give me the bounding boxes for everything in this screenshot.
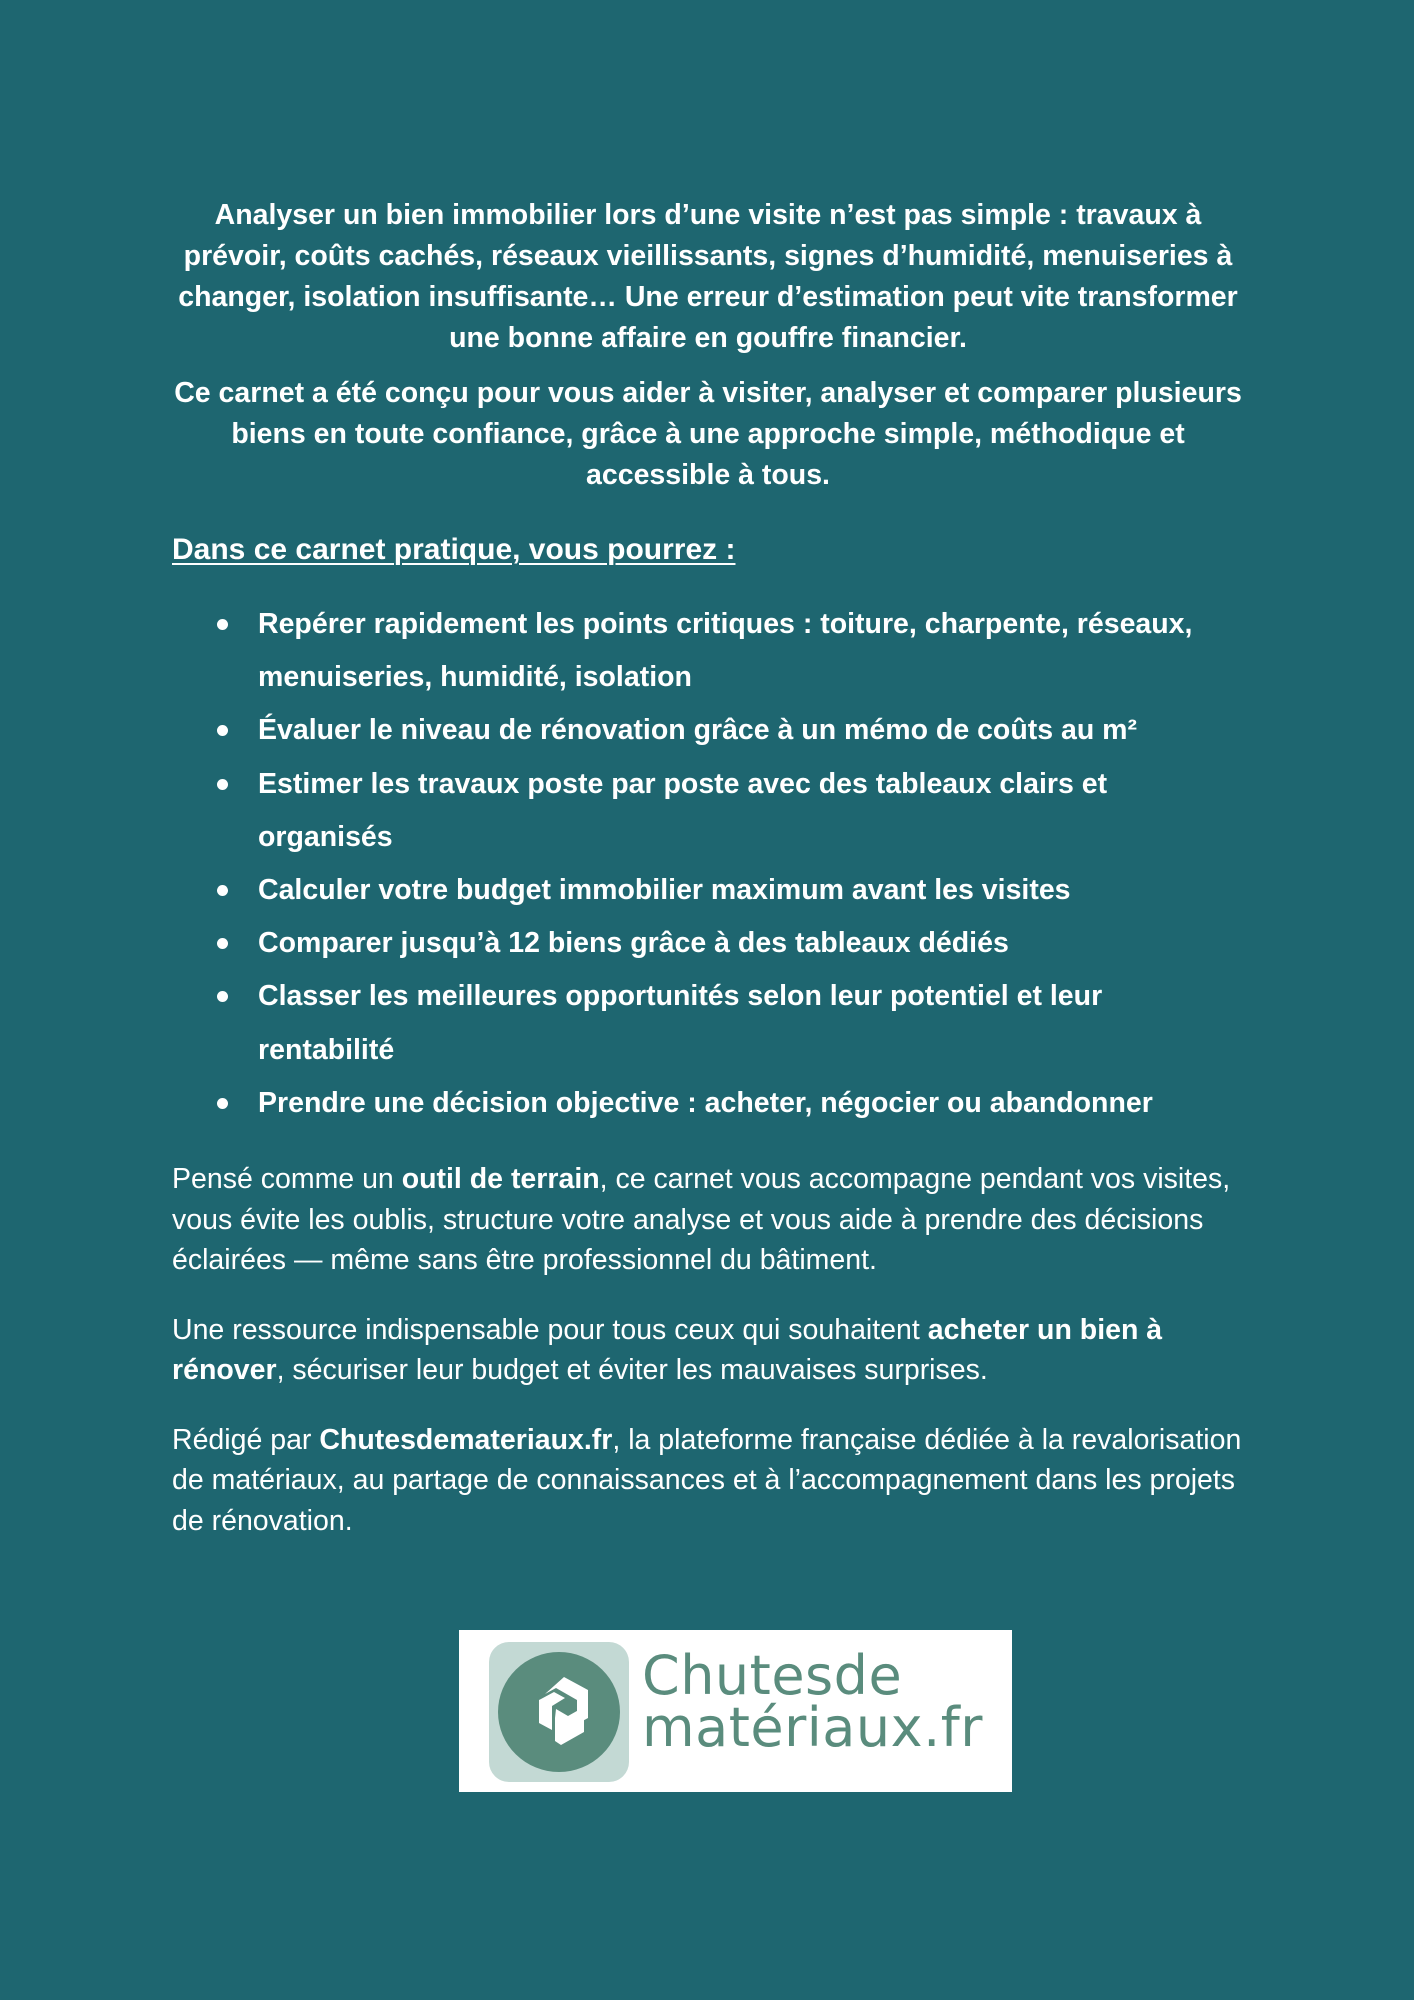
emphasis-text: acheter un bien à rénover [172, 1313, 1163, 1387]
text-run: , ce carnet vous accompagne pendant vos visites, vous évite les oublis, structure votre analyse et vous aide à prendre des décisions éclairées — même sans être professionnel du bâtiment. [172, 1163, 1231, 1277]
text-run: Rédigé par [172, 1423, 320, 1456]
feature-text: Repérer rapidement les points critiques : toiture, charpente, réseaux, menuiseries, humidité, isolation [258, 608, 1193, 694]
feature-text: Évaluer le niveau de rénovation grâce à un mémo de coûts au m² [258, 714, 1138, 747]
publisher-logo [459, 1630, 1012, 1792]
bullet-icon [217, 938, 228, 949]
intro-paragraph-1: Analyser un bien immobilier lors d’une visite n’est pas simple : travaux à prévoir, coûts cachés, réseaux vieillissants, signes d’humidité, menuiseries à changer, isolation insuffisante… Une erreur d’estimation peut vite transformer une bonne affaire en gouffre financier. [178, 199, 1238, 354]
text-run: Pensé comme un [172, 1163, 402, 1196]
emphasis-text: outil de terrain [401, 1163, 600, 1196]
text-run: , sécuriser leur budget et éviter les mauvaises surprises. [276, 1354, 988, 1387]
feature-text: Comparer jusqu’à 12 biens grâce à des tableaux dédiés [258, 927, 1009, 960]
field-tool-paragraph [172, 1159, 1244, 1281]
logo-line-2: matériaux.fr [642, 1696, 983, 1759]
logo-icon-background [489, 1642, 629, 1782]
text-run: Une ressource indispensable pour tous ceux qui souhaitent [172, 1313, 928, 1346]
feature-item [172, 917, 1244, 970]
feature-item [172, 704, 1244, 757]
bullet-icon [217, 779, 228, 790]
feature-text: Prendre une décision objective : acheter, négocier ou abandonner [258, 1086, 1153, 1119]
feature-item [172, 598, 1244, 704]
feature-item [172, 864, 1244, 917]
author-paragraph [172, 1420, 1244, 1542]
feature-item [172, 1077, 1244, 1130]
bullet-icon [217, 725, 228, 736]
features-list [172, 598, 1244, 1130]
feature-item [172, 970, 1244, 1076]
feature-text: Estimer les travaux poste par poste avec des tableaux clairs et organisés [258, 767, 1108, 853]
intro-paragraph-2: Ce carnet a été conçu pour vous aider à visiter, analyser et comparer plusieurs biens en toute confiance, grâce à une approche simple, méthodique et accessible à tous. [174, 377, 1242, 491]
text-run: , la plateforme française dédiée à la revalorisation de matériaux, au partage de connaissances et à l’accompagnement dans les projets de rénovation. [172, 1423, 1242, 1537]
bullet-icon [217, 991, 228, 1002]
back-cover-content [172, 195, 1244, 1541]
logo-wordmark [642, 1644, 983, 1759]
resource-paragraph [172, 1310, 1244, 1391]
features-heading: Dans ce carnet pratique, vous pourrez : [172, 533, 736, 566]
feature-item [172, 758, 1244, 864]
bullet-icon [217, 619, 228, 630]
bullet-icon [217, 885, 228, 896]
logo-line-1: Chutesde [642, 1644, 903, 1707]
bullet-icon [217, 1098, 228, 1109]
publisher-name: Chutesdemateriaux.fr [319, 1423, 613, 1456]
recycle-cube-icon [498, 1652, 620, 1772]
feature-text: Classer les meilleures opportunités selon leur potentiel et leur rentabilité [258, 980, 1103, 1066]
feature-text: Calculer votre budget immobilier maximum avant les visites [258, 874, 1071, 907]
